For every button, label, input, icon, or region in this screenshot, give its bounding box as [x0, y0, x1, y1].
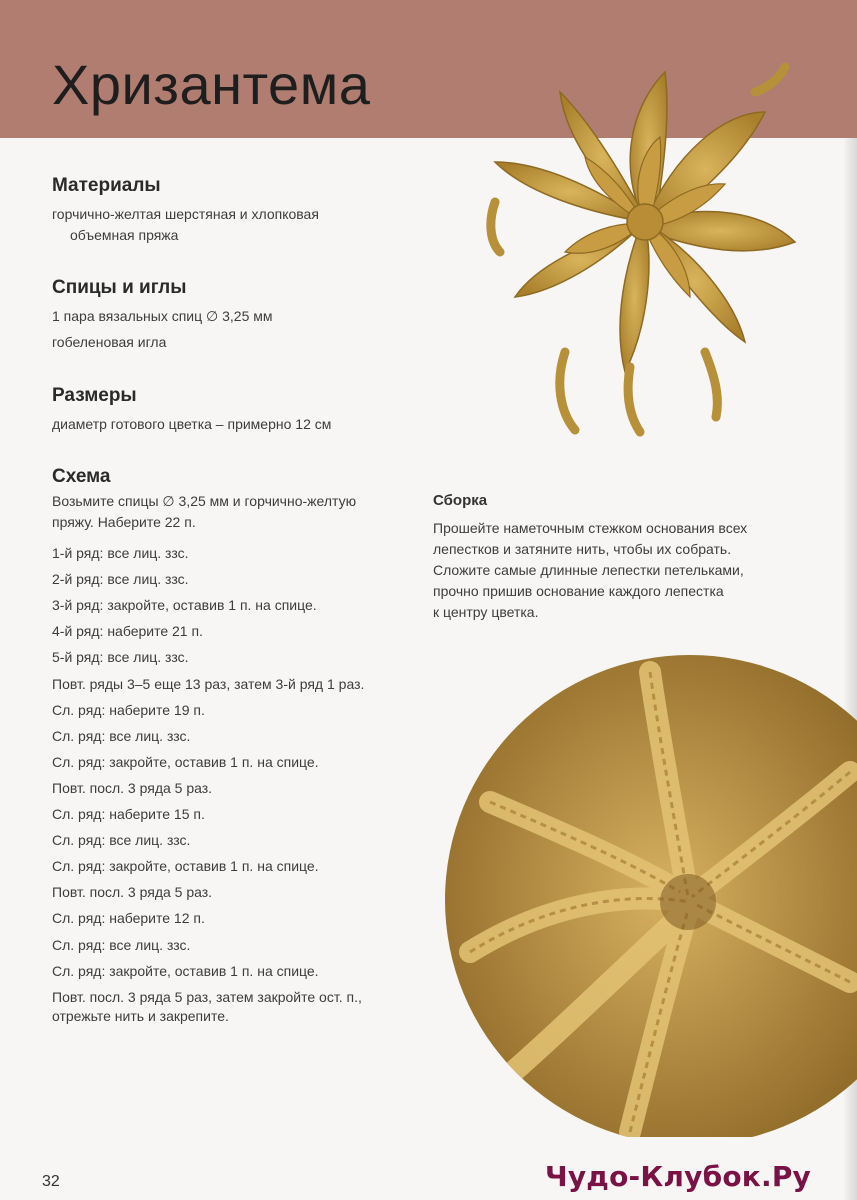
materials-line: объемная пряжа: [70, 227, 179, 243]
scheme-line: Повт. посл. 3 ряда 5 раз.: [52, 779, 213, 796]
size-heading: Размеры: [52, 385, 137, 406]
scheme-heading: Схема: [52, 466, 111, 487]
scheme-line: Повт. ряды 3–5 еще 13 раз, затем 3-й ряд 1 раз.: [52, 675, 365, 692]
scheme-line: Сл. ряд: все лиц. ззс.: [52, 727, 191, 744]
chrysanthemum-photo: [480, 52, 810, 437]
scheme-line: 5-й ряд: все лиц. ззс.: [52, 649, 189, 666]
scheme-line: Сл. ряд: закройте, оставив 1 п. на спице.: [52, 753, 319, 770]
assembly-line: прочно пришив основание каждого лепестка: [433, 583, 724, 599]
scheme-line: Сл. ряд: наберите 12 п.: [52, 910, 205, 927]
assembly-line: Сложите самые длинные лепестки петельками,: [433, 562, 744, 578]
scheme-line: 2-й ряд: все лиц. ззс.: [52, 571, 189, 588]
scheme-line: Повт. посл. 3 ряда 5 раз.: [52, 884, 213, 901]
page-number: 32: [42, 1173, 60, 1190]
petal-cluster: [495, 72, 795, 372]
scheme-line: отрежьте нить и закрепите.: [52, 1007, 229, 1024]
scheme-line: 3-й ряд: закройте, оставив 1 п. на спице.: [52, 597, 317, 614]
scheme-line: Сл. ряд: закройте, оставив 1 п. на спице.: [52, 858, 319, 875]
site-watermark: Чудо-Клубок.Ру: [545, 1160, 811, 1193]
assembly-line: к центру цветка.: [433, 604, 539, 620]
scheme-line: 4-й ряд: наберите 21 п.: [52, 623, 203, 640]
scheme-line: Сл. ряд: наберите 15 п.: [52, 806, 205, 822]
materials-heading: Материалы: [52, 175, 161, 196]
materials-line: горчично-желтая шерстяная и хлопковая: [52, 206, 319, 222]
tools-heading: Спицы и иглы: [52, 277, 187, 298]
assembly-line: лепестков и затяните нить, чтобы их собрать.: [433, 541, 732, 557]
scheme-line: Сл. ряд: все лиц. ззс.: [52, 832, 191, 849]
scheme-line: Сл. ряд: наберите 19 п.: [52, 701, 205, 718]
scheme-line: 1-й ряд: все лиц. ззс.: [52, 545, 189, 561]
page-title: Хризантема: [52, 53, 371, 116]
assembly-line: Прошейте наметочным стежком основания всех: [433, 520, 748, 536]
scheme-line: Сл. ряд: закройте, оставив 1 п. на спице.: [52, 962, 319, 979]
scheme-line: Сл. ряд: все лиц. ззс.: [52, 936, 191, 953]
tools-line: 1 пара вязальных спиц ∅ 3,25 мм: [52, 308, 273, 324]
scheme-line: пряжу. Наберите 22 п.: [52, 514, 196, 530]
assembly-heading: Сборка: [433, 492, 488, 509]
scheme-line: Повт. посл. 3 ряда 5 раз, затем закройте ост. п.,: [52, 988, 362, 1005]
closeup-photo: [430, 652, 857, 1137]
size-line: диаметр готового цветка – примерно 12 см: [52, 416, 332, 432]
scheme-line: Возьмите спицы ∅ 3,25 мм и горчично-желтую: [52, 493, 357, 509]
tools-line: гобеленовая игла: [52, 334, 167, 350]
